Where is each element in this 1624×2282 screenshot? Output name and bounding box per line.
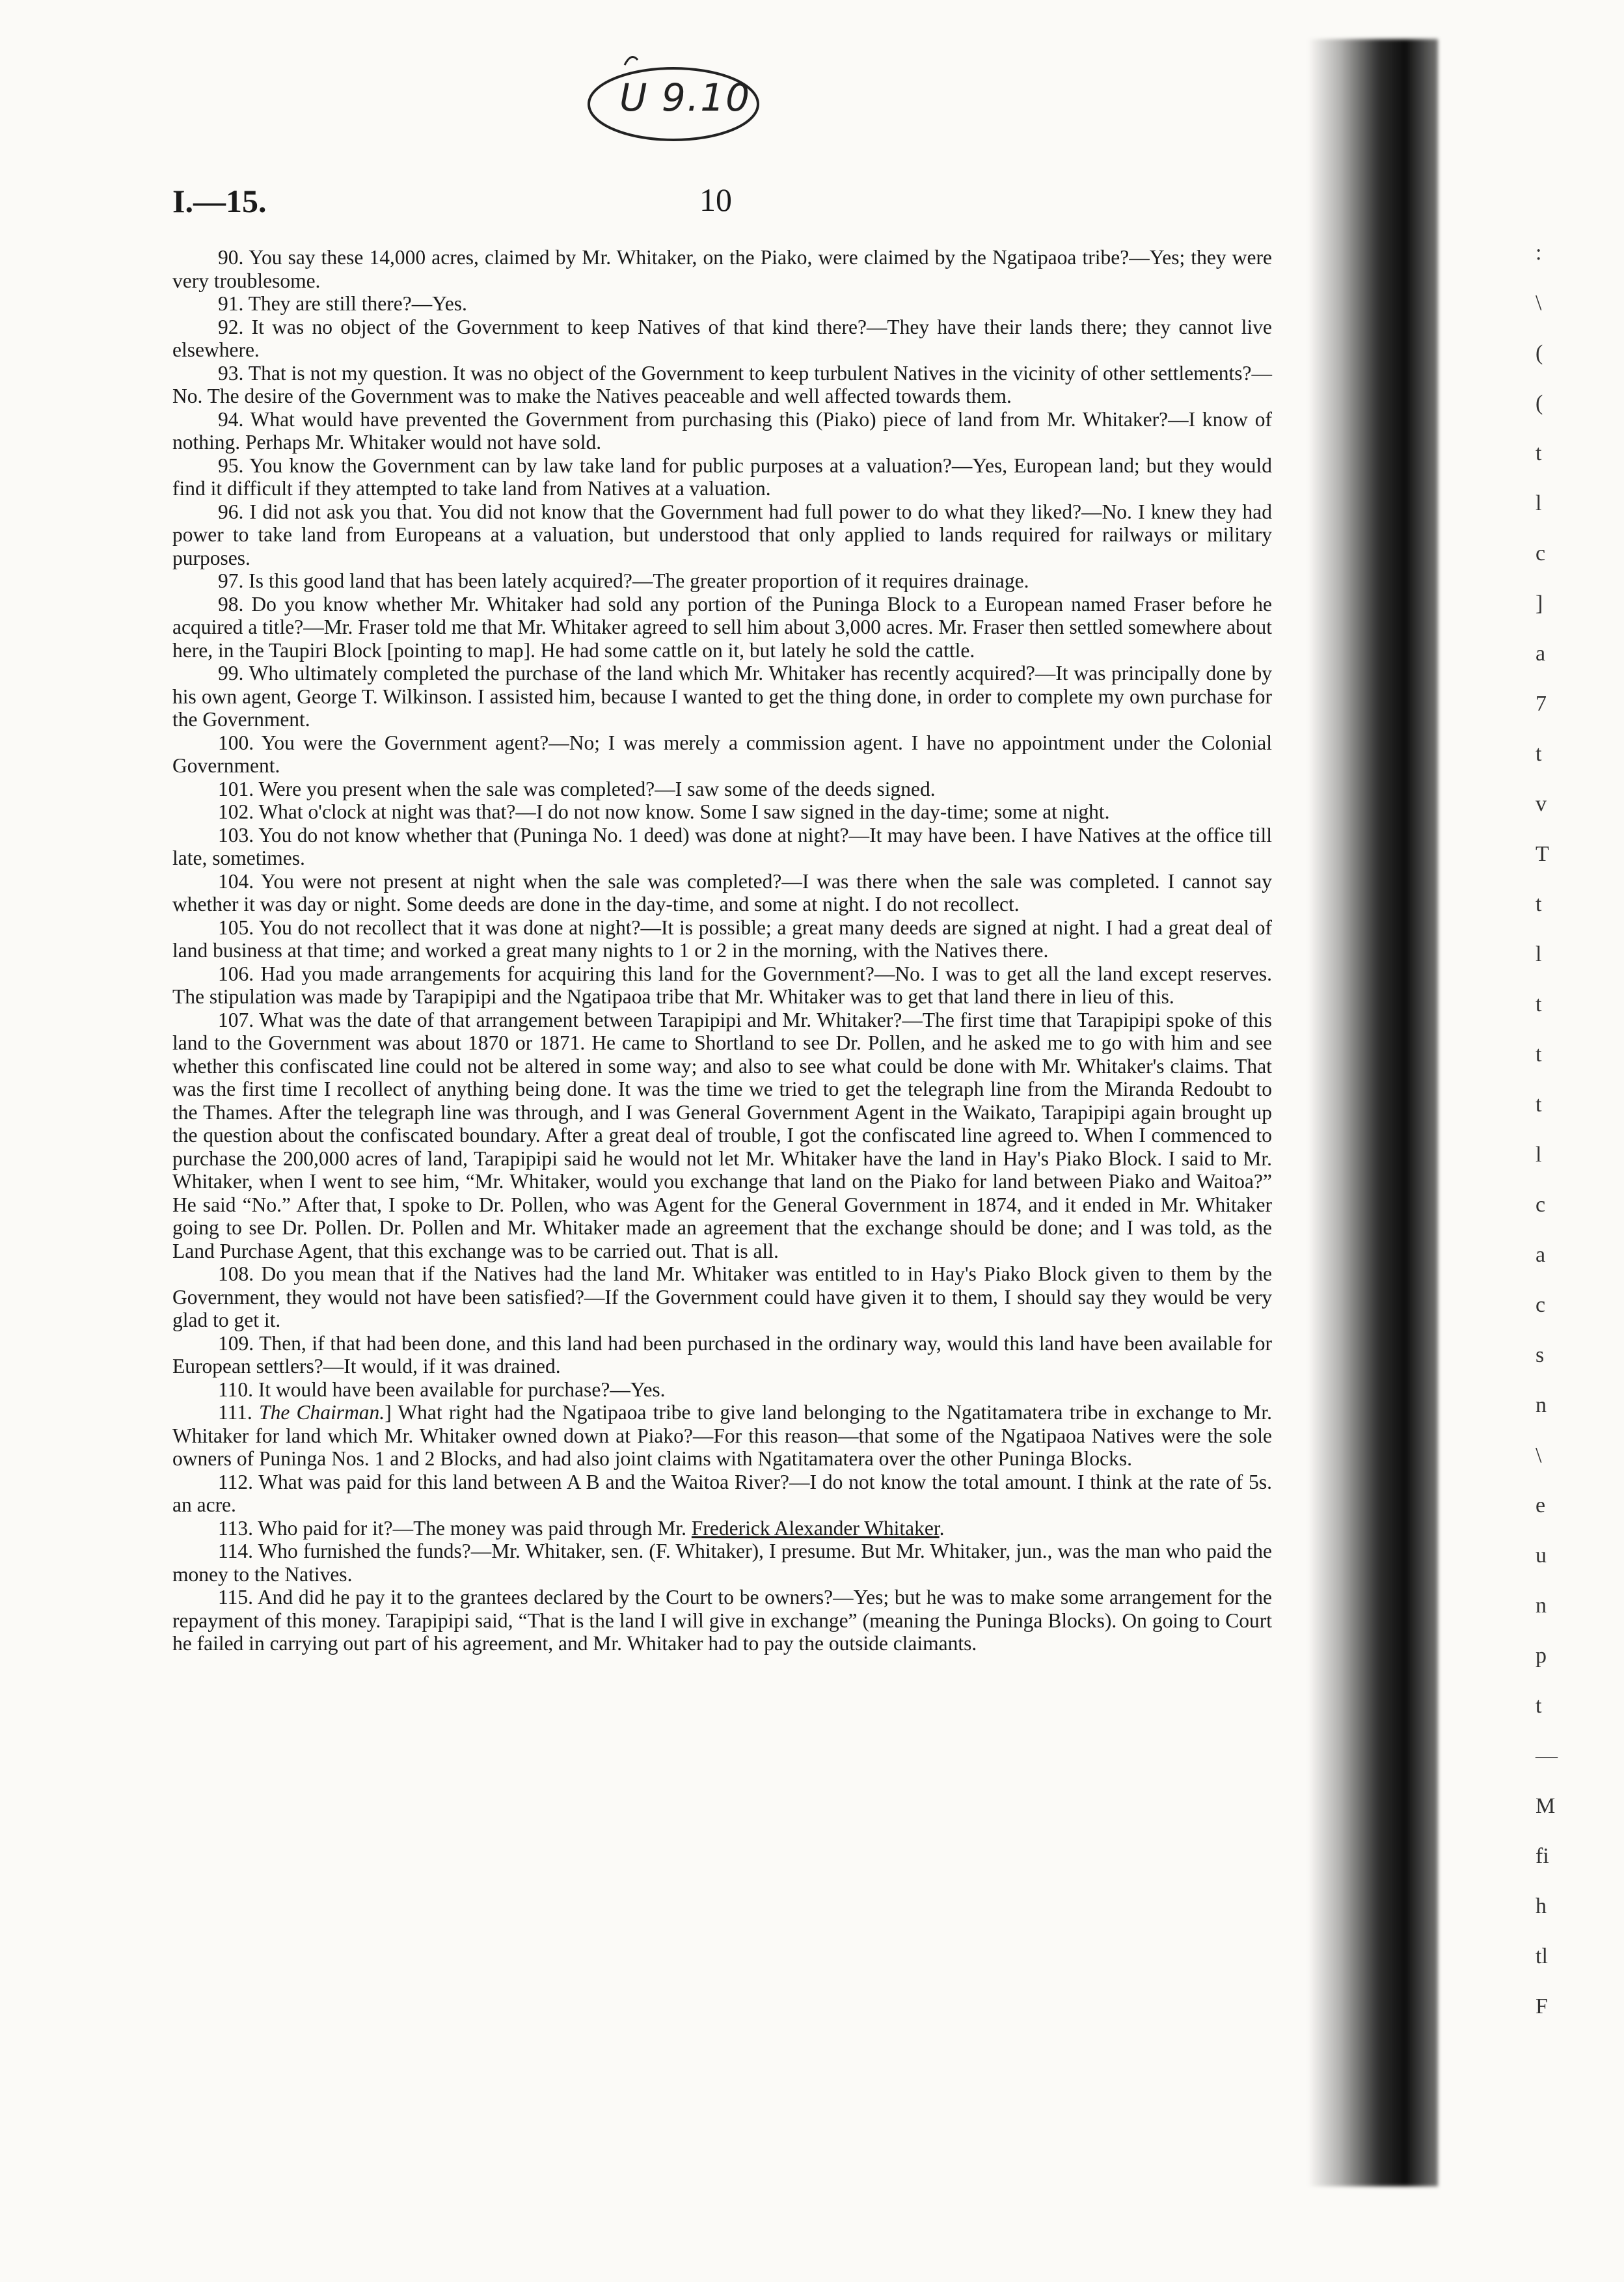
question-text: Who paid for it?—The money was paid through Mr.: [258, 1516, 692, 1540]
question-number: 104.: [218, 869, 261, 893]
question-text: You do not recollect that it was done at night?—It is possible; a great many deeds are signed at night. I had a great deal of land business at that time; and worked a great many nights to 1 or 2 in the morning, with the Natives there.: [172, 916, 1272, 962]
question-paragraph: [172, 824, 1272, 870]
margin-fragment: c: [1536, 1193, 1546, 1217]
testimony-body: [172, 246, 1272, 1655]
margin-fragment: u: [1536, 1543, 1547, 1568]
question-paragraph: [172, 500, 1272, 570]
margin-fragment: c: [1536, 1293, 1546, 1317]
question-text: That is not my question. It was no object of the Government to keep turbulent Natives in the vicinity of other settlements?—No. The desire of the Government was to make the Natives peaceable and well affected towards them.: [172, 361, 1272, 407]
margin-fragment: F: [1536, 1994, 1548, 2018]
question-text: Then, if that had been done, and this land had been purchased in the ordinary way, would this land have been available for European settlers?—It would, if it was drained.: [172, 1331, 1272, 1378]
question-paragraph: [172, 454, 1272, 500]
question-text: You were not present at night when the sale was completed?—I was there when the sale was completed. I cannot say whether it was day or night. Some deeds are done in the day-time, and some at night. I do not recollect.: [172, 869, 1272, 916]
margin-fragment: T: [1536, 842, 1549, 866]
margin-fragment: a: [1536, 642, 1546, 666]
question-paragraph: [172, 800, 1272, 824]
question-number: 91.: [218, 292, 249, 315]
question-paragraph: [172, 731, 1272, 778]
question-number: 93.: [218, 361, 249, 385]
question-text: You know the Government can by law take land for public purposes at a valuation?—Yes, European land; but they would find it difficult if they attempted to take land from Natives at a valuation.: [172, 454, 1272, 500]
question-number: 109.: [218, 1331, 260, 1355]
question-number: 113.: [218, 1516, 258, 1540]
question-number: 115.: [218, 1586, 258, 1609]
question-paragraph: [172, 778, 1272, 801]
facing-page-fragments: [1536, 241, 1588, 2063]
question-text: You do not know whether that (Puninga No. 1 deed) was done at night?—It may have been. I have Natives at the office till late, sometimes.: [172, 823, 1272, 869]
question-text: What was the date of that arrangement between Tarapipipi and Mr. Whitaker?—The first time that Tarapipipi spoke of this land to the Government was about 1870 or 1871. He came to Shortland to see Dr. Pollen, and he asked me to go with him and see whether this confiscated line could not be altered in some way; and also to see what could be done with Mr. Whitaker's claims. That was the first time I recollect of anything being done. It was the time we tried to get the telegraph line from the Miranda Redoubt to the Thames. After the telegraph line was through, and I was General Government Agent in the Waikato, Tarapipipi again brought up the question about the confiscated boundary. After a great deal of trouble, I got the confiscated line agreed to. When I commenced to purchase the 200,000 acres of land, Tarapipipi said he would not let Mr. Whitaker have the land in Hay's Piako Block. I said to Mr. Whitaker, when I went to see him, “Mr. Whitaker, would you exchange that land on the Piako for land between Piako and Waitoa?” He said “No.” After that, I spoke to Dr. Pollen, who was Agent for the General Government in 1874, and it ended in Mr. Whitaker going to see Dr. Pollen. Dr. Pollen and Mr. Whitaker made an agreement that the exchange should be done; and I was told, as the Land Purchase Agent, that this exchange was to be carried out. That is all.: [172, 1008, 1272, 1262]
question-paragraph: [172, 1401, 1272, 1471]
question-paragraph: [172, 408, 1272, 454]
margin-fragment: p: [1536, 1644, 1547, 1668]
question-number: 97.: [218, 569, 249, 592]
question-number: 107.: [218, 1008, 260, 1031]
margin-fragment: t: [1536, 992, 1542, 1016]
question-text: What o'clock at night was that?—I do not now know. Some I saw signed in the day-time; some at night.: [258, 800, 1110, 823]
question-number: 96.: [218, 500, 250, 523]
question-number: 102.: [218, 800, 259, 823]
margin-fragment: \: [1536, 291, 1542, 315]
margin-fragment: (: [1536, 391, 1543, 415]
question-number: 108.: [218, 1262, 262, 1285]
question-paragraph: [172, 292, 1272, 316]
margin-fragment: ]: [1536, 591, 1543, 616]
question-paragraph: [172, 1378, 1272, 1402]
margin-fragment: n: [1536, 1393, 1547, 1417]
margin-fragment: 7: [1536, 692, 1547, 716]
question-paragraph: [172, 1009, 1272, 1263]
question-number: 94.: [218, 407, 250, 431]
question-number: 112.: [218, 1470, 259, 1493]
question-number: 114.: [218, 1540, 258, 1562]
margin-fragment: t: [1536, 1093, 1542, 1117]
margin-fragment: n: [1536, 1594, 1547, 1618]
question-paragraph: [172, 1540, 1272, 1586]
question-number: 95.: [218, 454, 250, 477]
question-number: 99.: [218, 662, 249, 685]
margin-fragment: l: [1536, 942, 1542, 966]
margin-fragment: a: [1536, 1243, 1546, 1267]
margin-fragment: t: [1536, 1694, 1542, 1718]
question-paragraph: [172, 569, 1272, 593]
question-paragraph: [172, 1471, 1272, 1517]
margin-fragment: M: [1536, 1794, 1556, 1818]
margin-fragment: t: [1536, 441, 1542, 465]
underlined-name: Frederick Alexander Whitaker: [691, 1516, 940, 1540]
question-text: Who furnished the funds?—Mr. Whitaker, sen. (F. Whitaker), I presume. But Mr. Whitaker, jun., was the man who paid the money to the Natives.: [172, 1540, 1273, 1586]
margin-fragment: \: [1536, 1443, 1542, 1467]
report-reference: I.—15.: [172, 183, 267, 219]
stamp-text: U 9.10: [619, 75, 751, 120]
question-number: 111.: [218, 1401, 260, 1424]
margin-fragment: l: [1536, 491, 1542, 515]
question-paragraph: [172, 1332, 1272, 1378]
margin-fragment: tl: [1536, 1944, 1548, 1968]
question-text: It was no object of the Government to keep Natives of that kind there?—They have their lands there; they cannot live elsewhere.: [172, 315, 1272, 361]
margin-fragment: c: [1536, 541, 1546, 565]
question-text: Had you made arrangements for acquiring this land for the Government?—No. I was to get all the land except reserves. The stipulation was made by Tarapipipi and the Ngatipaoa tribe that Mr. Whitaker was to get that land there in lieu of this.: [172, 962, 1273, 1008]
question-text: Do you mean that if the Natives had the land Mr. Whitaker was entitled to in Hay's Piako Block given to them by the Government, they would not have been satisfied?—If the Government could have given it to them, I should say they would be very glad to get it.: [172, 1262, 1272, 1331]
margin-fragment: —: [1536, 1744, 1558, 1768]
question-paragraph: [172, 1586, 1272, 1655]
question-number: 92.: [218, 315, 252, 338]
binding-shadow: [1308, 39, 1438, 2186]
question-text: ] What right had the Ngatipaoa tribe to give land belonging to the Ngatitamatera tribe in exchange to Mr. Whitaker for land which Mr. Whitaker owned down at Piako?—For this reason—that some of the Ngatipaoa Natives were the sole owners of Puninga Nos. 1 and 2 Blocks, and had also joint claims with Ngatitamatera over the other Puninga Blocks.: [172, 1401, 1272, 1470]
page-number: 10: [699, 182, 732, 218]
question-text: Is this good land that has been lately acquired?—The greater proportion of it requires drainage.: [249, 569, 1029, 592]
margin-fragment: l: [1536, 1143, 1542, 1167]
question-number: 90.: [218, 246, 249, 269]
question-number: 110.: [218, 1378, 258, 1401]
question-paragraph: [172, 916, 1272, 962]
question-text: You were the Government agent?—No; I was merely a commission agent. I have no appointment under the Colonial Government.: [172, 731, 1272, 777]
margin-fragment: (: [1536, 341, 1543, 365]
question-number: 103.: [218, 823, 259, 847]
question-number: 101.: [218, 777, 259, 800]
question-number: 100.: [218, 731, 262, 754]
question-number: 106.: [218, 962, 261, 985]
question-paragraph: [172, 1517, 1272, 1540]
margin-fragment: s: [1536, 1343, 1545, 1367]
question-text: Were you present when the sale was completed?—I saw some of the deeds signed.: [258, 777, 936, 800]
question-text: I did not ask you that. You did not know that the Government had full power to do what they liked?—No. I knew they had power to take land from Europeans at a valuation, but understood that only applied to lands required for railways or military purposes.: [172, 500, 1273, 569]
margin-fragment: h: [1536, 1894, 1547, 1918]
question-text: It would have been available for purchase?—Yes.: [258, 1378, 666, 1401]
speaker-label: The Chairman.: [259, 1401, 385, 1424]
question-paragraph: [172, 962, 1272, 1009]
question-text: What would have prevented the Government from purchasing this (Piako) piece of land from Mr. Whitaker?—I know of nothing. Perhaps Mr. Whitaker would not have sold.: [172, 407, 1272, 454]
margin-fragment: t: [1536, 892, 1542, 916]
question-paragraph: [172, 316, 1272, 362]
archive-stamp: [579, 52, 768, 150]
question-text: Do you know whether Mr. Whitaker had sold any portion of the Puninga Block to a European named Fraser before he acquired a title?—Mr. Fraser told me that Mr. Whitaker agreed to sell him about 3,000 acres. Mr. Fraser then settled somewhere about here, in the Taupiri Block [pointing to map]. He had some cattle on it, but lately he sold the cattle.: [172, 592, 1273, 662]
margin-fragment: e: [1536, 1493, 1546, 1517]
margin-fragment: t: [1536, 1042, 1542, 1066]
margin-fragment: t: [1536, 742, 1542, 766]
question-paragraph: [172, 662, 1272, 731]
question-text: Who ultimately completed the purchase of the land which Mr. Whitaker has recently acquired?—It was principally done by his own agent, George T. Wilkinson. I assisted him, because I wanted to get the thing done, in order to complete my own purchase for the Government.: [172, 662, 1272, 731]
question-text: You say these 14,000 acres, claimed by Mr. Whitaker, on the Piako, were claimed by the Ngatipaoa tribe?—Yes; they were very troublesome.: [172, 246, 1272, 292]
question-paragraph: [172, 1262, 1272, 1332]
margin-fragment: :: [1536, 241, 1542, 265]
question-number: 105.: [218, 916, 259, 939]
question-paragraph: [172, 870, 1272, 916]
question-text: And did he pay it to the grantees declared by the Court to be owners?—Yes; but he was to make some arrangement for the repayment of this money. Tarapipipi said, “That is the land I will give in exchange” (meaning the Puninga Blocks). On going to Court he failed in carrying out part of his agreement, and Mr. Whitaker had to pay the outside claimants.: [172, 1586, 1273, 1655]
margin-fragment: fi: [1536, 1844, 1549, 1868]
question-paragraph: [172, 362, 1272, 408]
question-paragraph: [172, 246, 1272, 292]
question-text: What was paid for this land between A B and the Waitoa River?—I do not know the total amount. I think at the rate of 5s. an acre.: [172, 1470, 1273, 1516]
question-paragraph: [172, 593, 1272, 662]
question-text-end: .: [939, 1516, 945, 1540]
margin-fragment: v: [1536, 792, 1547, 816]
question-text: They are still there?—Yes.: [248, 292, 467, 315]
question-number: 98.: [218, 592, 252, 616]
